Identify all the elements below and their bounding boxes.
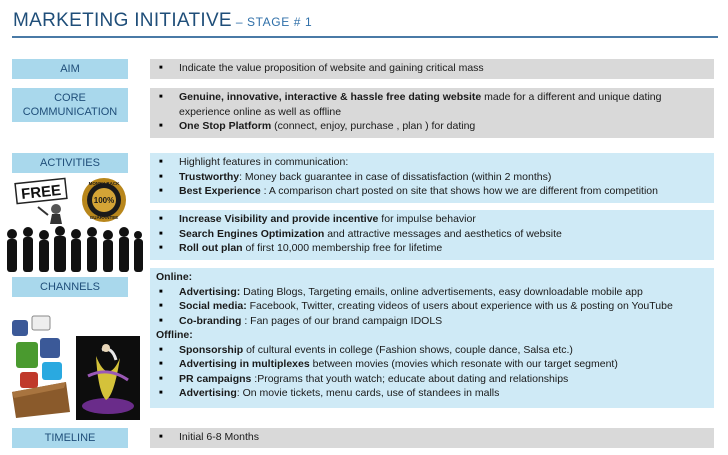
activities-extra-item-text: for impulse behavior — [378, 213, 476, 225]
offline-item — [156, 357, 708, 372]
title-divider — [12, 36, 718, 38]
online-item — [156, 299, 708, 314]
core-item-text: made for a different and unique dating experience online as well as offline — [179, 91, 662, 118]
label-timeline — [12, 428, 128, 448]
online-heading: Online: — [156, 271, 193, 283]
offline-item — [156, 343, 708, 358]
aim-panel — [150, 59, 714, 79]
label-core-communication — [12, 88, 128, 122]
label-timeline-text: TIMELINE — [44, 432, 96, 444]
online-item — [156, 314, 708, 329]
activities-extra-item-text: of first 10,000 membership free for lifetime — [242, 242, 443, 254]
activities-item — [156, 155, 708, 170]
online-item-text: Facebook, Twitter, creating videos of users about experience with us & posting on YouTube — [246, 300, 673, 312]
online-item-bold: Social media: — [179, 300, 247, 312]
core-item — [156, 119, 708, 134]
money-back-seal-image — [80, 176, 128, 224]
offline-item-text: of cultural events in college (Fashion shows, couple dance, Salsa etc.) — [243, 343, 573, 356]
activities-item-text: : A comparison chart posted on site that shows how we are different from competition — [260, 185, 658, 197]
core-panel — [150, 88, 714, 138]
offline-item — [156, 386, 708, 401]
activities-item-bold: Best Experience — [179, 185, 261, 197]
activities-item-text: Highlight features in communication: — [179, 156, 349, 168]
core-list — [156, 90, 708, 134]
dancing-couple-image — [76, 336, 140, 420]
activities-extra-item-bold: Roll out plan — [179, 242, 243, 254]
online-item-bold: Co-branding — [179, 314, 242, 327]
offline-item — [156, 372, 708, 387]
social-media-icons-image — [6, 312, 76, 422]
label-aim-text: AIM — [60, 63, 80, 75]
offline-item-bold: Advertising in multiplexes — [179, 358, 310, 370]
label-activities — [12, 153, 128, 173]
core-item — [156, 90, 708, 119]
timeline-panel — [150, 428, 714, 448]
core-item-text: (connect, enjoy, purchase , plan ) for dating — [271, 120, 476, 132]
online-item-text: Dating Blogs, Targeting emails, online advertisements, easy downloadable mobile app — [240, 285, 643, 298]
activities-extra-item-bold: Increase Visibility and provide incentive — [179, 213, 379, 225]
activities-item-bold: Trustworthy — [179, 170, 240, 183]
label-channels-text: CHANNELS — [40, 281, 100, 293]
core-item-bold: One Stop Platform — [179, 120, 272, 132]
aim-text: Indicate the value proposition of website and gaining critical mass — [179, 62, 484, 74]
offline-item-bold: Sponsorship — [179, 343, 244, 356]
title-main: MARKETING INITIATIVE — [13, 10, 232, 31]
label-core-line1: CORE — [54, 92, 86, 104]
free-sign-text: FREE — [20, 181, 62, 204]
activities-extra-item — [156, 241, 708, 256]
online-item-text: : Fan pages of our brand campaign IDOLS — [241, 314, 443, 327]
activities-item-text: : Money back guarantee in case of dissatisfaction (within 2 months) — [239, 170, 552, 183]
free-sign-image — [12, 177, 72, 225]
activities-extra-list — [156, 212, 708, 256]
activities-item — [156, 184, 708, 199]
activities-extra-panel — [150, 210, 714, 260]
activities-extra-item-bold: Search Engines Optimization — [179, 227, 325, 240]
aim-item — [156, 61, 708, 76]
offline-list — [156, 343, 708, 401]
seal-top-text: MONEY BACK — [88, 181, 120, 186]
offline-item-text: : On movie tickets, menu cards, use of standees in malls — [236, 387, 500, 399]
offline-item-text: :Programs that youth watch; educate about dating and relationships — [251, 372, 569, 385]
activities-extra-item-text: and attractive messages and aesthetics of website — [324, 227, 562, 240]
offline-item-bold: Advertising — [179, 387, 237, 399]
activities-extra-item — [156, 212, 708, 227]
channels-panel — [150, 268, 714, 408]
activities-list — [156, 155, 708, 199]
activities-extra-item — [156, 227, 708, 242]
offline-item-bold: PR campaigns — [179, 372, 252, 385]
seal-center-text: 100% — [93, 196, 115, 205]
offline-item-text: between movies (movies which resonate with our target segment) — [309, 358, 618, 370]
label-activities-text: ACTIVITIES — [40, 157, 100, 169]
online-list — [156, 285, 708, 329]
page-title — [13, 10, 312, 34]
online-item — [156, 285, 708, 300]
label-channels — [12, 277, 128, 297]
core-item-bold: Genuine, innovative, interactive & hassle free dating website — [179, 91, 482, 103]
label-aim — [12, 59, 128, 79]
activities-panel — [150, 153, 714, 203]
online-item-bold: Advertising: — [179, 285, 241, 298]
activities-item — [156, 170, 708, 185]
crowd-silhouette-image — [4, 226, 144, 272]
seal-bottom-text: GUARANTEE — [89, 215, 119, 220]
label-core-line2: COMMUNICATION — [22, 106, 118, 118]
title-stage: – STAGE # 1 — [231, 15, 313, 29]
timeline-item — [156, 430, 708, 445]
offline-heading: Offline: — [156, 329, 193, 341]
timeline-text: Initial 6-8 Months — [179, 431, 259, 443]
